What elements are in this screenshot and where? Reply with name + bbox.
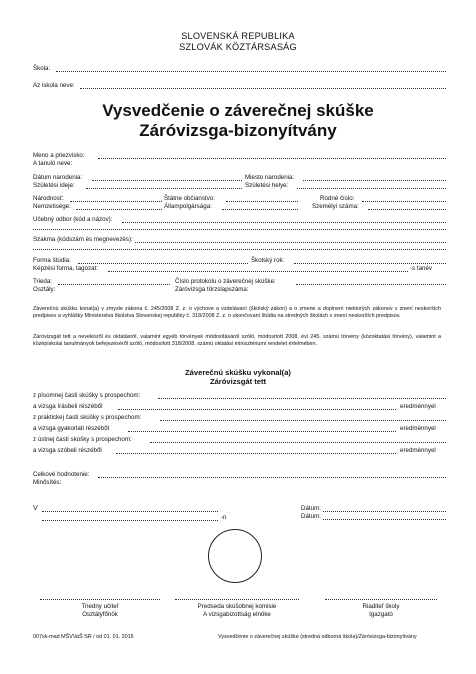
signature-line-chair: [175, 599, 299, 600]
overall-fill-line: [98, 477, 446, 478]
result-heading-hu: Záróvizsgát tett: [209, 377, 267, 386]
written-result-fill-line: [158, 398, 446, 399]
oral-result-label-hu: a vizsga szóbeli részéből: [33, 447, 102, 454]
birth-date-label-sk: Dátum narodenia:: [33, 174, 83, 181]
birth-number-label-sk: Rodné číslo:: [320, 195, 355, 202]
field-of-study-fill-line: [122, 222, 446, 223]
signature-director-hu: Igazgató: [369, 611, 393, 618]
practical-result-label-sk: z praktickej časti skúšky s prospechom:: [33, 414, 142, 421]
oral-result-suffix: eredménnyel: [400, 447, 436, 454]
birth-place-fill-line: [303, 180, 446, 181]
school-label: Škola:: [33, 65, 51, 72]
birth-place-hu-fill-line: [297, 188, 446, 189]
country-name-sk: SLOVENSKÁ REPUBLIKA: [181, 31, 295, 41]
protocol-label-sk: Číslo protokolu o záverečnej skúške:: [175, 278, 276, 285]
protocol-label-hu: Záróvizsga törzslapszáma:: [175, 286, 249, 293]
date-label-sk: Dátum:: [301, 505, 321, 512]
practical-result-label-hu: a vizsga gyakorlati részéből: [33, 425, 110, 432]
field-of-study-label: Učebný odbor (kód a názov):: [33, 216, 113, 223]
name-fill-line: [98, 158, 446, 159]
study-form-hu-fill-line: [108, 271, 408, 272]
citizenship-label-hu: Állampolgársága:: [164, 203, 212, 210]
birth-date-label-hu: Születési ideje:: [33, 182, 75, 189]
legal-paragraph-sk: Záverečnú skúšku konal(a) v zmysle zákona č. 245/2008 Z. z. o výchove a vzdelávaní (školský zákon) a o zmene a doplnení niektorých zákonov v znení neskorších predpisov a vyhlášky Ministerstva školstva Slovenskej republiky č. 318/2008 Z. z. o ukončovaní štúdia na stredných školách v znení neskorších predpisov.: [33, 306, 441, 319]
school-year-suffix: -s tanév: [410, 265, 433, 272]
study-form-label-hu: Képzési forma, tagozat:: [33, 265, 99, 272]
birth-number-label-hu: Személyi száma:: [312, 203, 359, 210]
written-result-label-hu: a vizsga írásbeli részéből: [33, 403, 103, 410]
oral-result-hu-fill-line: [116, 453, 396, 454]
signature-line-director: [325, 599, 437, 600]
school-fill-line: [56, 71, 446, 72]
class-label-sk: Trieda:: [33, 278, 53, 285]
document-title-sk: Vysvedčenie o záverečnej skúške: [102, 101, 374, 120]
school-name-fill-line: [80, 88, 446, 89]
study-form-label-sk: Forma štúdia:: [33, 257, 71, 264]
practical-result-suffix: eredménnyel: [400, 425, 436, 432]
place-label: V: [33, 503, 38, 512]
footer-form-code: 007sk-mad MŠVVaŠ SR / od 01. 01. 2015: [33, 634, 134, 640]
signature-teacher-hu: Osztályfőnök: [82, 611, 118, 618]
overall-label-hu: Minősítés:: [33, 479, 62, 486]
written-result-suffix: eredménnyel: [400, 403, 436, 410]
profession-label: Szakma (kódszám és megnevezés):: [33, 236, 133, 243]
place-fill-line: [42, 511, 218, 512]
citizenship-fill-line: [226, 201, 298, 202]
birth-number-hu-fill-line: [368, 209, 446, 210]
official-seal-circle: [208, 529, 262, 583]
citizenship-hu-fill-line: [222, 209, 298, 210]
signature-line-teacher: [40, 599, 160, 600]
birth-place-label-sk: Miesto narodenia:: [245, 174, 295, 181]
date-label-hu: Dátum:: [301, 513, 321, 520]
name-label-hu: A tanuló neve:: [33, 160, 73, 167]
overall-label-sk: Celkové hodnotenie:: [33, 471, 90, 478]
school-year-fill-line: [294, 263, 446, 264]
school-year-label: Školský rok:: [251, 257, 285, 264]
practical-result-fill-line: [160, 420, 446, 421]
written-result-label-sk: z písomnej časti skúšky s prospechom:: [33, 392, 141, 399]
profession-fill-line-2: [33, 249, 446, 250]
nationality-label-hu: Nemzetisége:: [33, 203, 71, 210]
nationality-fill-line: [70, 201, 162, 202]
place-hu-fill-line: [42, 520, 218, 521]
country-name-hu: SZLOVÁK KÖZTÁRSASÁG: [179, 42, 297, 52]
practical-result-hu-fill-line: [128, 431, 396, 432]
signature-chair-sk: Predseda skúšobnej komisie: [197, 603, 277, 610]
protocol-fill-line: [296, 284, 446, 285]
result-heading-sk: Záverečnú skúšku vykonal(a): [185, 368, 291, 377]
citizenship-label-sk: Štátne občianstvo:: [164, 195, 215, 202]
oral-result-fill-line: [150, 442, 446, 443]
class-label-hu: Osztály:: [33, 286, 56, 293]
study-form-fill-line: [78, 263, 248, 264]
birth-place-label-hu: Születési helye:: [245, 182, 289, 189]
school-name-label: Az iskola neve:: [33, 82, 75, 89]
place-suffix: -n: [221, 514, 227, 521]
signature-director-sk: Riaditeľ školy: [362, 603, 400, 610]
written-result-hu-fill-line: [118, 409, 396, 410]
name-label-sk: Meno a priezvisko:: [33, 152, 85, 159]
class-fill-line: [58, 284, 170, 285]
profession-fill-line: [135, 242, 446, 243]
date-fill-line: [323, 511, 446, 512]
signature-chair-hu: A vizsgabizottság elnöke: [203, 611, 271, 618]
nationality-hu-fill-line: [76, 209, 162, 210]
legal-paragraph-hu: Záróvizsgát tett a nevelésről és oktatásról, valamint egyéb törvények módosításáról szóló, módosított 2008. évi 245. számú törvény (közoktatási törvény), valamint a középiskolai tanulmányok befejezéséről szóló, módosított 318/2008. számú oktatási minisztériumi rendelet értelmében.: [33, 334, 441, 347]
nationality-label-sk: Národnosť:: [33, 195, 64, 202]
document-title-hu: Záróvizsga-bizonyítvány: [139, 121, 337, 140]
footer-document-name: Vysvedčenie o záverečnej skúške (stredná odborná škola)/Záróvizsga-bizonyítvány: [218, 634, 417, 640]
date-hu-fill-line: [323, 519, 446, 520]
field-of-study-fill-line-2: [33, 229, 446, 230]
birth-number-fill-line: [362, 201, 446, 202]
birth-date-fill-line: [92, 180, 242, 181]
oral-result-label-sk: z ústnej časti skúšky s prospechom:: [33, 436, 132, 443]
signature-teacher-sk: Triedny učiteľ: [81, 603, 119, 610]
birth-date-hu-fill-line: [86, 188, 242, 189]
